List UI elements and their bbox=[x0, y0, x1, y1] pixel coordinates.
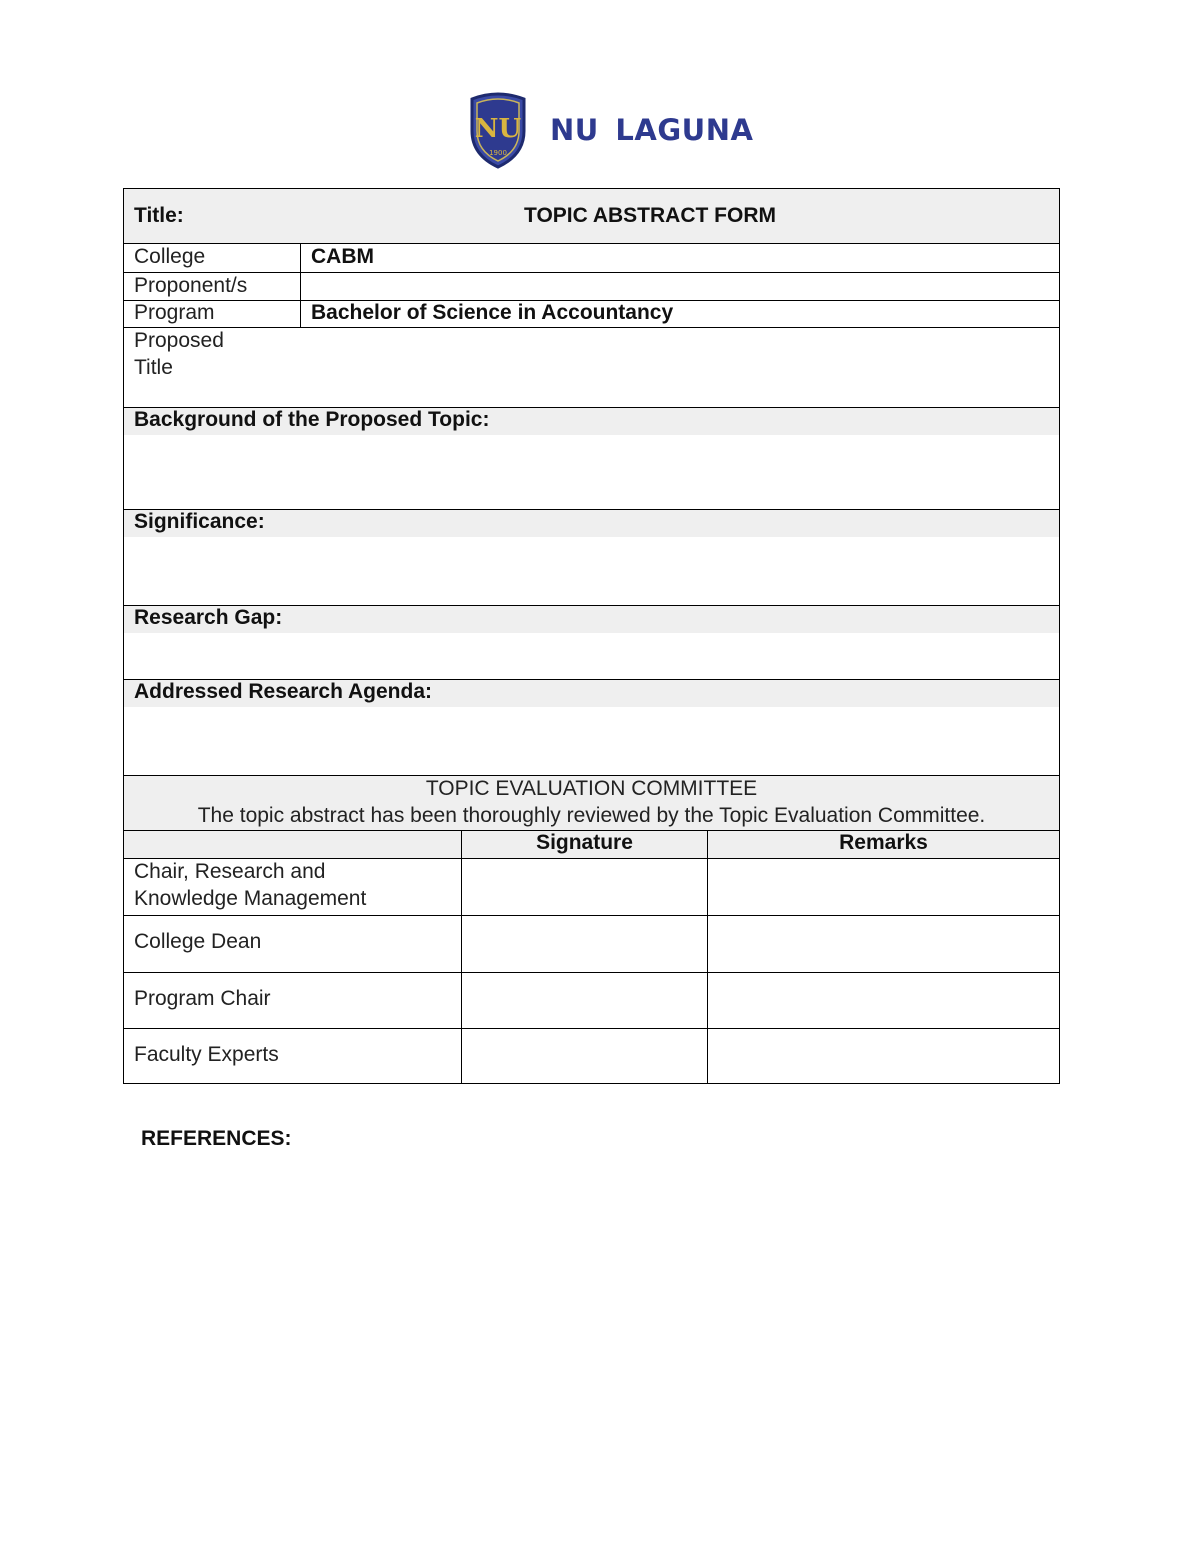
committee-row-chair-research bbox=[124, 859, 1059, 916]
remarks-cell[interactable] bbox=[708, 916, 1059, 972]
nu-laguna-logo bbox=[466, 90, 753, 170]
remarks-cell[interactable] bbox=[708, 1029, 1059, 1083]
proposed-title-label-line2: Title bbox=[134, 356, 173, 379]
logo-name: NU LAGUNA bbox=[550, 113, 754, 147]
field-divider bbox=[300, 301, 301, 327]
title-label: Title: bbox=[134, 204, 184, 227]
committee-statement: The topic abstract has been thoroughly reviewed by the Topic Evaluation Committee. bbox=[197, 804, 986, 827]
section-heading bbox=[124, 680, 1059, 707]
program-label: Program bbox=[134, 301, 215, 324]
research-agenda-heading: Addressed Research Agenda: bbox=[134, 680, 432, 703]
section-heading bbox=[124, 606, 1059, 633]
college-value[interactable]: CABM bbox=[311, 245, 374, 268]
proposed-title-label-line1: Proposed bbox=[134, 329, 224, 352]
committee-row-faculty-experts bbox=[124, 1029, 1059, 1083]
references-heading: REFERENCES: bbox=[141, 1127, 292, 1150]
remarks-cell[interactable] bbox=[708, 859, 1059, 915]
shield-letters: NU bbox=[474, 114, 522, 144]
committee-heading: TOPIC EVALUATION COMMITTEE bbox=[425, 777, 758, 800]
committee-column-headers bbox=[124, 831, 1059, 859]
field-divider bbox=[300, 244, 301, 272]
member-label-line1: Chair, Research and bbox=[134, 860, 326, 883]
background-heading: Background of the Proposed Topic: bbox=[134, 408, 490, 431]
significance-heading: Significance: bbox=[134, 510, 265, 533]
shield-year: 1900 bbox=[489, 149, 507, 157]
signature-cell[interactable] bbox=[462, 916, 707, 972]
background-section[interactable] bbox=[124, 408, 1059, 510]
remarks-cell[interactable] bbox=[708, 973, 1059, 1028]
research-gap-section[interactable] bbox=[124, 606, 1059, 680]
proponents-row bbox=[124, 273, 1059, 301]
research-agenda-section[interactable] bbox=[124, 680, 1059, 776]
college-label: College bbox=[134, 245, 206, 268]
section-heading bbox=[124, 510, 1059, 537]
committee-header bbox=[124, 776, 1059, 831]
form-title: TOPIC ABSTRACT FORM bbox=[524, 204, 776, 227]
member-label: Faculty Experts bbox=[134, 1043, 279, 1066]
proponents-label: Proponent/s bbox=[134, 274, 248, 297]
college-row bbox=[124, 244, 1059, 273]
member-label: College Dean bbox=[134, 930, 262, 953]
member-label: Program Chair bbox=[134, 987, 271, 1010]
significance-section[interactable] bbox=[124, 510, 1059, 606]
member-label-line2: Knowledge Management bbox=[134, 887, 367, 910]
shield-emblem-icon bbox=[466, 91, 530, 169]
section-heading bbox=[124, 408, 1059, 435]
remarks-column-header: Remarks bbox=[839, 831, 928, 854]
research-gap-heading: Research Gap: bbox=[134, 606, 283, 629]
signature-cell[interactable] bbox=[462, 1029, 707, 1083]
program-value[interactable]: Bachelor of Science in Accountancy bbox=[311, 301, 674, 324]
committee-row-program-chair bbox=[124, 973, 1059, 1029]
program-row bbox=[124, 301, 1059, 328]
form-title-row bbox=[124, 189, 1059, 244]
signature-cell[interactable] bbox=[462, 859, 707, 915]
field-divider bbox=[300, 273, 301, 300]
proposed-title-row[interactable] bbox=[124, 328, 1059, 408]
signature-column-header: Signature bbox=[536, 831, 633, 854]
committee-row-college-dean bbox=[124, 916, 1059, 973]
topic-abstract-form bbox=[123, 188, 1060, 1084]
signature-cell[interactable] bbox=[462, 973, 707, 1028]
